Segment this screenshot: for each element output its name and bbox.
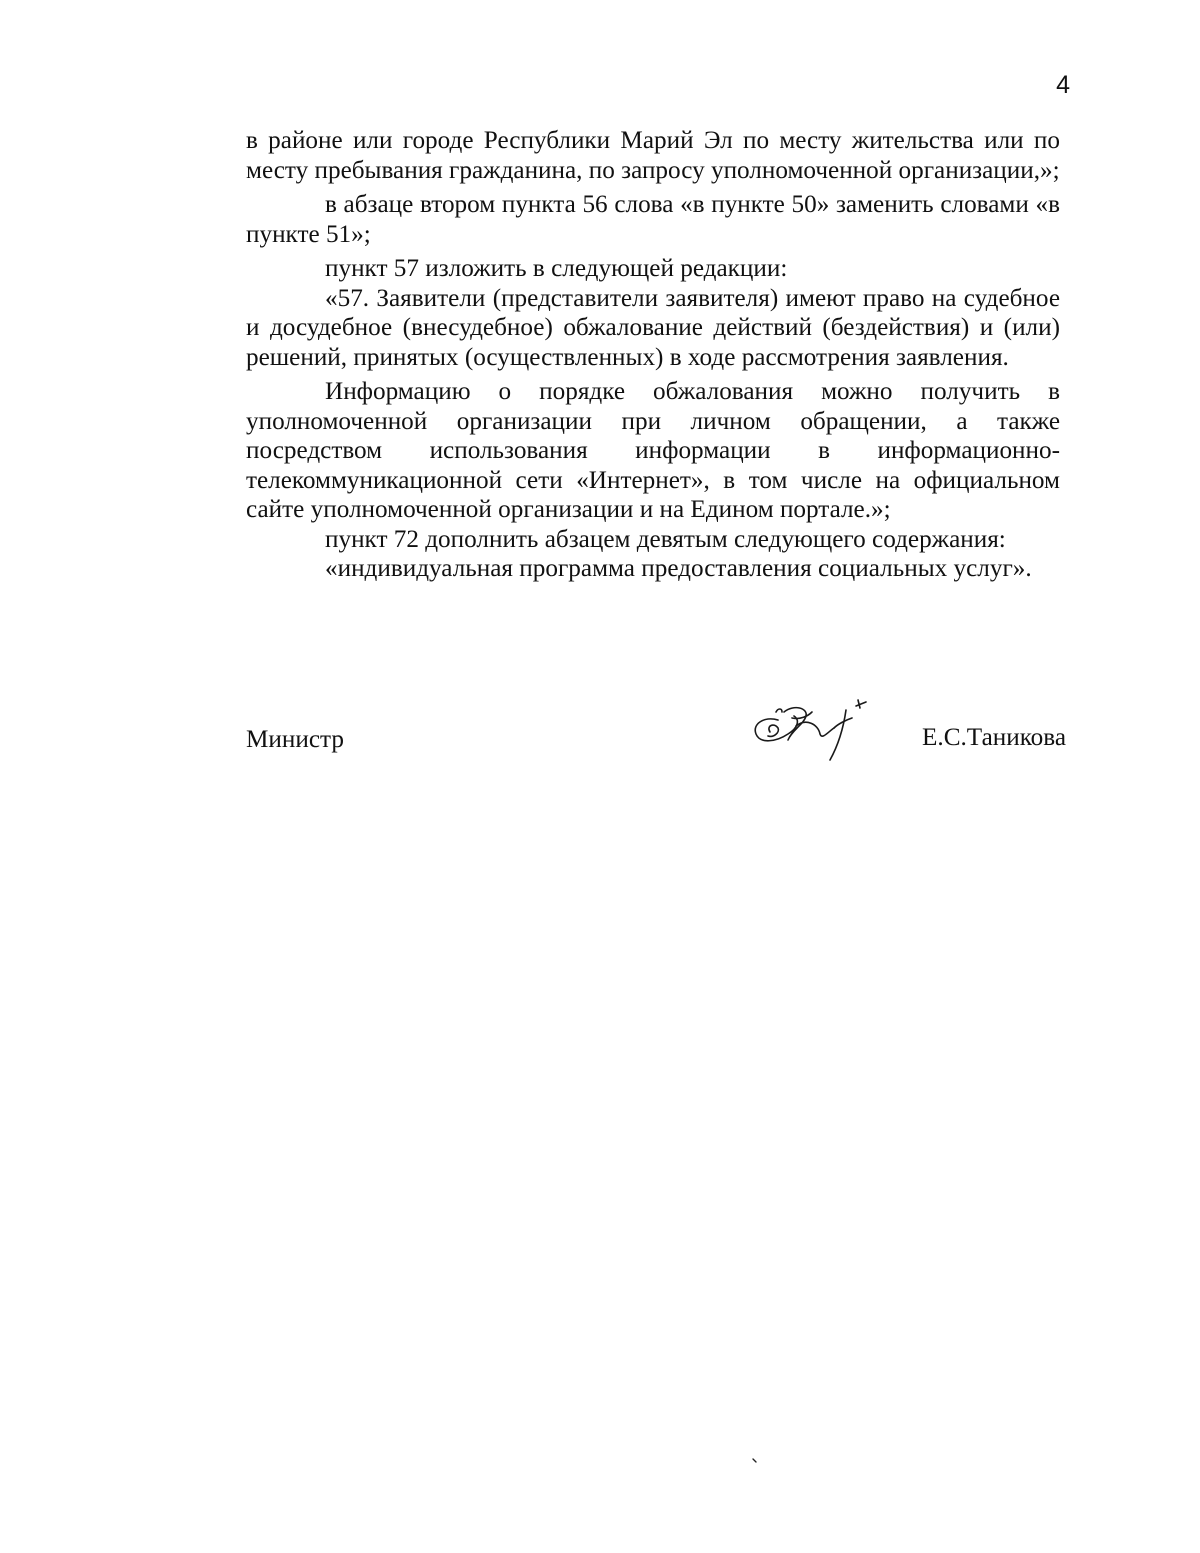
paragraph: в районе или городе Республики Марий Эл по месту жительства или по месту пребывания гражданина, по запросу уполномоченной организации,»; — [246, 127, 1060, 184]
paragraph: в абзаце втором пункта 56 слова «в пункте 50» заменить словами «в пункте 51»; — [246, 191, 1060, 248]
paragraph: «индивидуальная программа предоставления социальных услуг». — [325, 555, 1032, 582]
handwritten-signature-icon — [748, 690, 874, 764]
paragraph: «57. Заявители (представители заявителя) имеют право на судебное и досудебное (внесудебное) обжалование действий (бездействия) и (или) решений, принятых (осуществленных) в ходе рассмотрения заявления. — [246, 284, 1060, 371]
signatory-position: Министр — [246, 726, 344, 753]
scan-speck-icon — [752, 1457, 760, 1465]
paragraph: пункт 57 изложить в следующей редакции: — [325, 255, 788, 282]
signature-block — [246, 690, 1066, 770]
paragraph: Информацию о порядке обжалования можно получить в уполномоченной организации при личном обращении, а также посредством использования информации в информационно-телекоммуникационной сети «Интернет», в том числе на официальном сайте уполномоченной организации и на Едином портале.»; — [246, 378, 1060, 523]
paragraph: пункт 72 дополнить абзацем девятым следующего содержания: — [325, 525, 1006, 553]
document-body — [246, 126, 1060, 584]
signatory-name: Е.С.Таникова — [922, 724, 1066, 751]
page-number: 4 — [1056, 71, 1070, 99]
